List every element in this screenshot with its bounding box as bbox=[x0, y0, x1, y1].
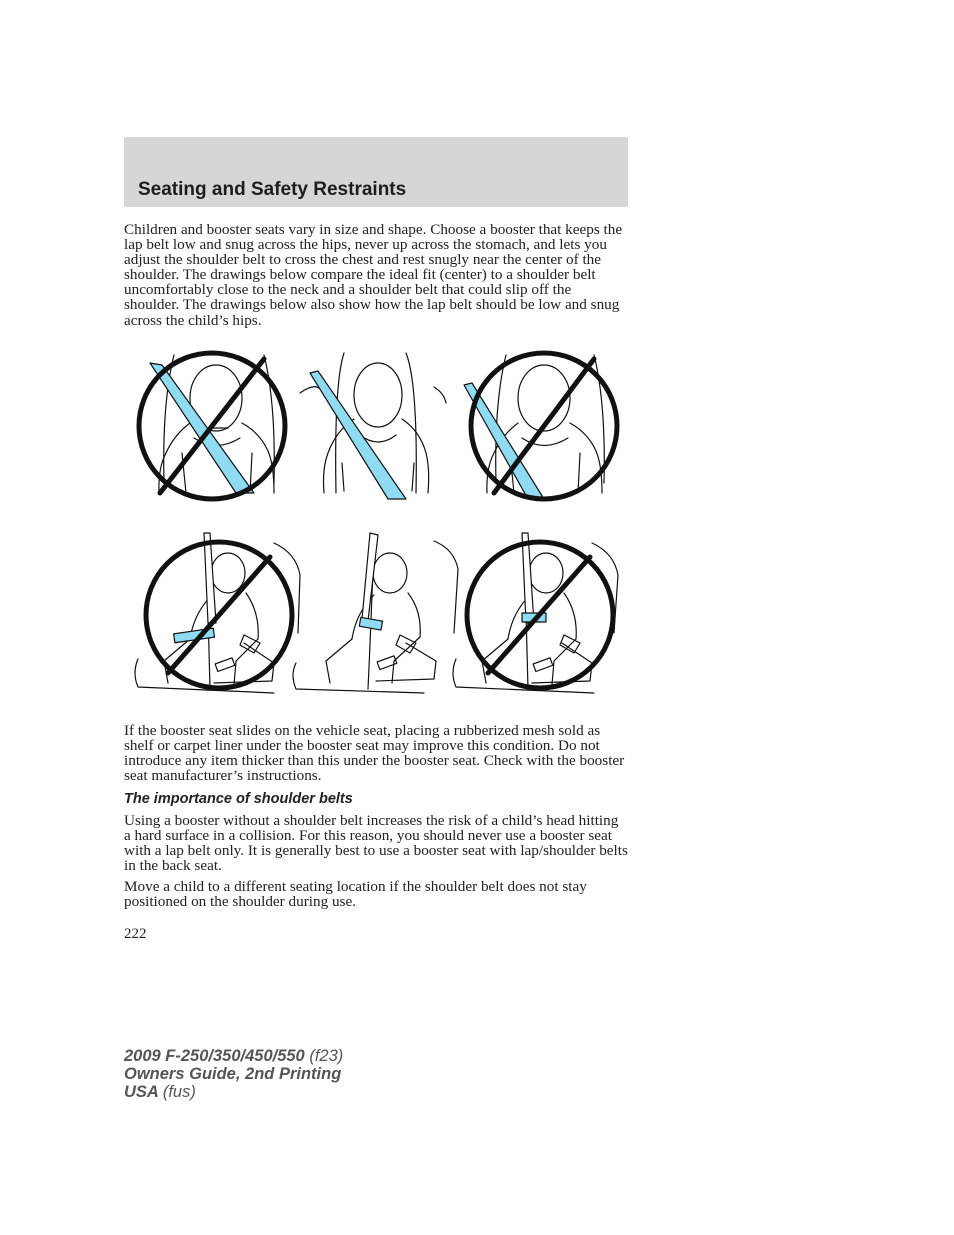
shoulder-belt-paragraph: Using a booster without a shoulder belt increases the risk of a child’s head hitting a hard surface in a collision. For this reason, you should never use a booster seat with a lap belt only. It is generally best to use a booster seat with lap/shoulder belts in the back seat. bbox=[124, 812, 628, 875]
top-right-figure bbox=[464, 353, 617, 499]
mesh-paragraph: If the booster seat slides on the vehicle seat, placing a rubberized mesh sold as shelf or carpet liner under the booster seat may improve this condition. Do not introduce any item thicker than this under the booster seat. Check with the booster seat manufacturer’s instructions. bbox=[124, 722, 625, 785]
intro-paragraph: Children and booster seats vary in size and shape. Choose a booster that keeps the lap belt low and snug across the hips, never up across the stomach, and lets you adjust the shoulder belt to cross the chest and rest snugly near the center of the shoulder. The drawings below compare the ideal fit (center) to a shoulder belt uncomfortably close to the neck and a shoulder belt that could slip off the shoulder. The drawings below also show how the lap belt should be low and snug across the child’s hips. bbox=[124, 221, 623, 329]
footer-line-2 bbox=[124, 1065, 343, 1083]
footer bbox=[124, 1047, 343, 1101]
footer-region-code: (fus) bbox=[162, 1083, 196, 1101]
subheading: The importance of shoulder belts bbox=[124, 791, 353, 807]
move-child-paragraph: Move a child to a different seating location if the shoulder belt does not stay positioned on the shoulder during use. bbox=[124, 878, 587, 911]
footer-model: 2009 F-250/350/450/550 bbox=[124, 1047, 305, 1065]
section-header bbox=[124, 137, 628, 207]
bottom-left-figure bbox=[135, 533, 300, 693]
bottom-center-figure bbox=[293, 533, 458, 693]
footer-line-1 bbox=[124, 1047, 343, 1065]
footer-line-3 bbox=[124, 1083, 343, 1101]
footer-model-code: (f23) bbox=[309, 1047, 344, 1065]
page-number: 222 bbox=[124, 926, 147, 942]
section-title: Seating and Safety Restraints bbox=[138, 179, 407, 200]
belt-fit-illustration bbox=[124, 343, 628, 703]
footer-region: USA bbox=[124, 1083, 159, 1101]
footer-guide: Owners Guide, 2nd Printing bbox=[124, 1065, 342, 1083]
top-left-figure bbox=[139, 353, 285, 499]
top-center-figure bbox=[300, 353, 446, 499]
bottom-right-figure bbox=[453, 533, 618, 693]
